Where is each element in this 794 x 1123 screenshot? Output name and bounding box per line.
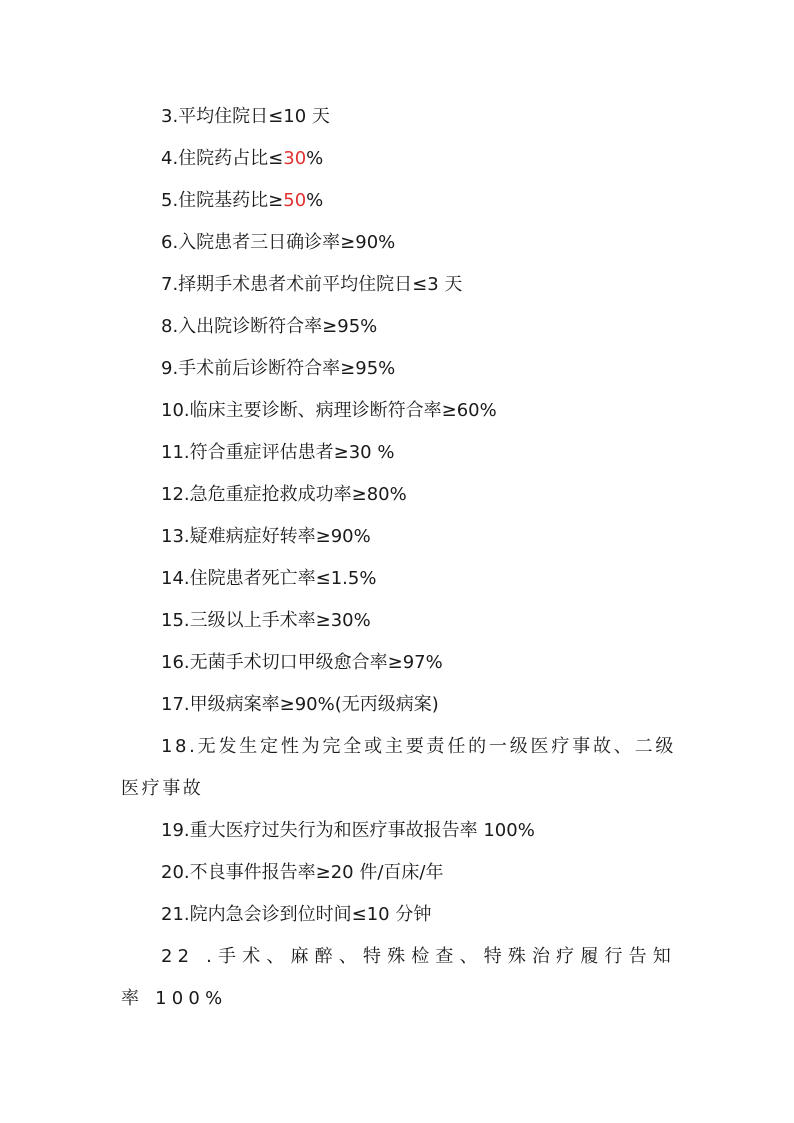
list-item-10: 10.临床主要诊断、病理诊断符合率≥60% xyxy=(161,400,497,421)
list-item-17: 17.甲级病案率≥90%(无丙级病案) xyxy=(161,694,439,715)
highlight-value: 50 xyxy=(283,190,307,211)
list-item-8: 8.入出院诊断符合率≥95% xyxy=(161,316,378,337)
list-item-14: 14.住院患者死亡率≤1.5% xyxy=(161,568,377,589)
list-item-5-suffix: % xyxy=(306,190,324,211)
list-item-13: 13.疑难病症好转率≥90% xyxy=(161,526,371,547)
list-item-5-prefix: 5.住院基药比≥ xyxy=(161,190,284,211)
list-item-16: 16.无菌手术切口甲级愈合率≥97% xyxy=(161,652,443,673)
list-item-5 xyxy=(121,180,676,222)
list-item-4-suffix: % xyxy=(306,148,324,169)
list-item-21: 21.院内急会诊到位时间≤10 分钟 xyxy=(161,904,432,925)
list-item-3: 3.平均住院日≤10 天 xyxy=(161,106,330,127)
list-item-15: 15.三级以上手术率≥30% xyxy=(161,610,371,631)
list-item-18: 18.无发生定性为完全或主要责任的一级医疗事故、二级医疗事故 xyxy=(121,736,676,799)
list-item-22: 22 .手术、麻醉、特殊检查、特殊治疗履行告知率 100% xyxy=(121,946,676,1009)
highlight-value: 30 xyxy=(283,148,307,169)
list-item-4-prefix: 4.住院药占比≤ xyxy=(161,148,284,169)
list-item-9: 9.手术前后诊断符合率≥95% xyxy=(161,358,396,379)
list-item-4 xyxy=(121,138,676,180)
list-item-19: 19.重大医疗过失行为和医疗事故报告率 100% xyxy=(161,820,535,841)
list-item-11: 11.符合重症评估患者≥30 % xyxy=(161,442,395,463)
list-item-12: 12.急危重症抢救成功率≥80% xyxy=(161,484,407,505)
list-item-7: 7.择期手术患者术前平均住院日≤3 天 xyxy=(161,274,463,295)
list-item-6: 6.入院患者三日确诊率≥90% xyxy=(161,232,396,253)
list-item-20: 20.不良事件报告率≥20 件/百床/年 xyxy=(161,862,444,883)
indicator-list xyxy=(121,96,676,1020)
